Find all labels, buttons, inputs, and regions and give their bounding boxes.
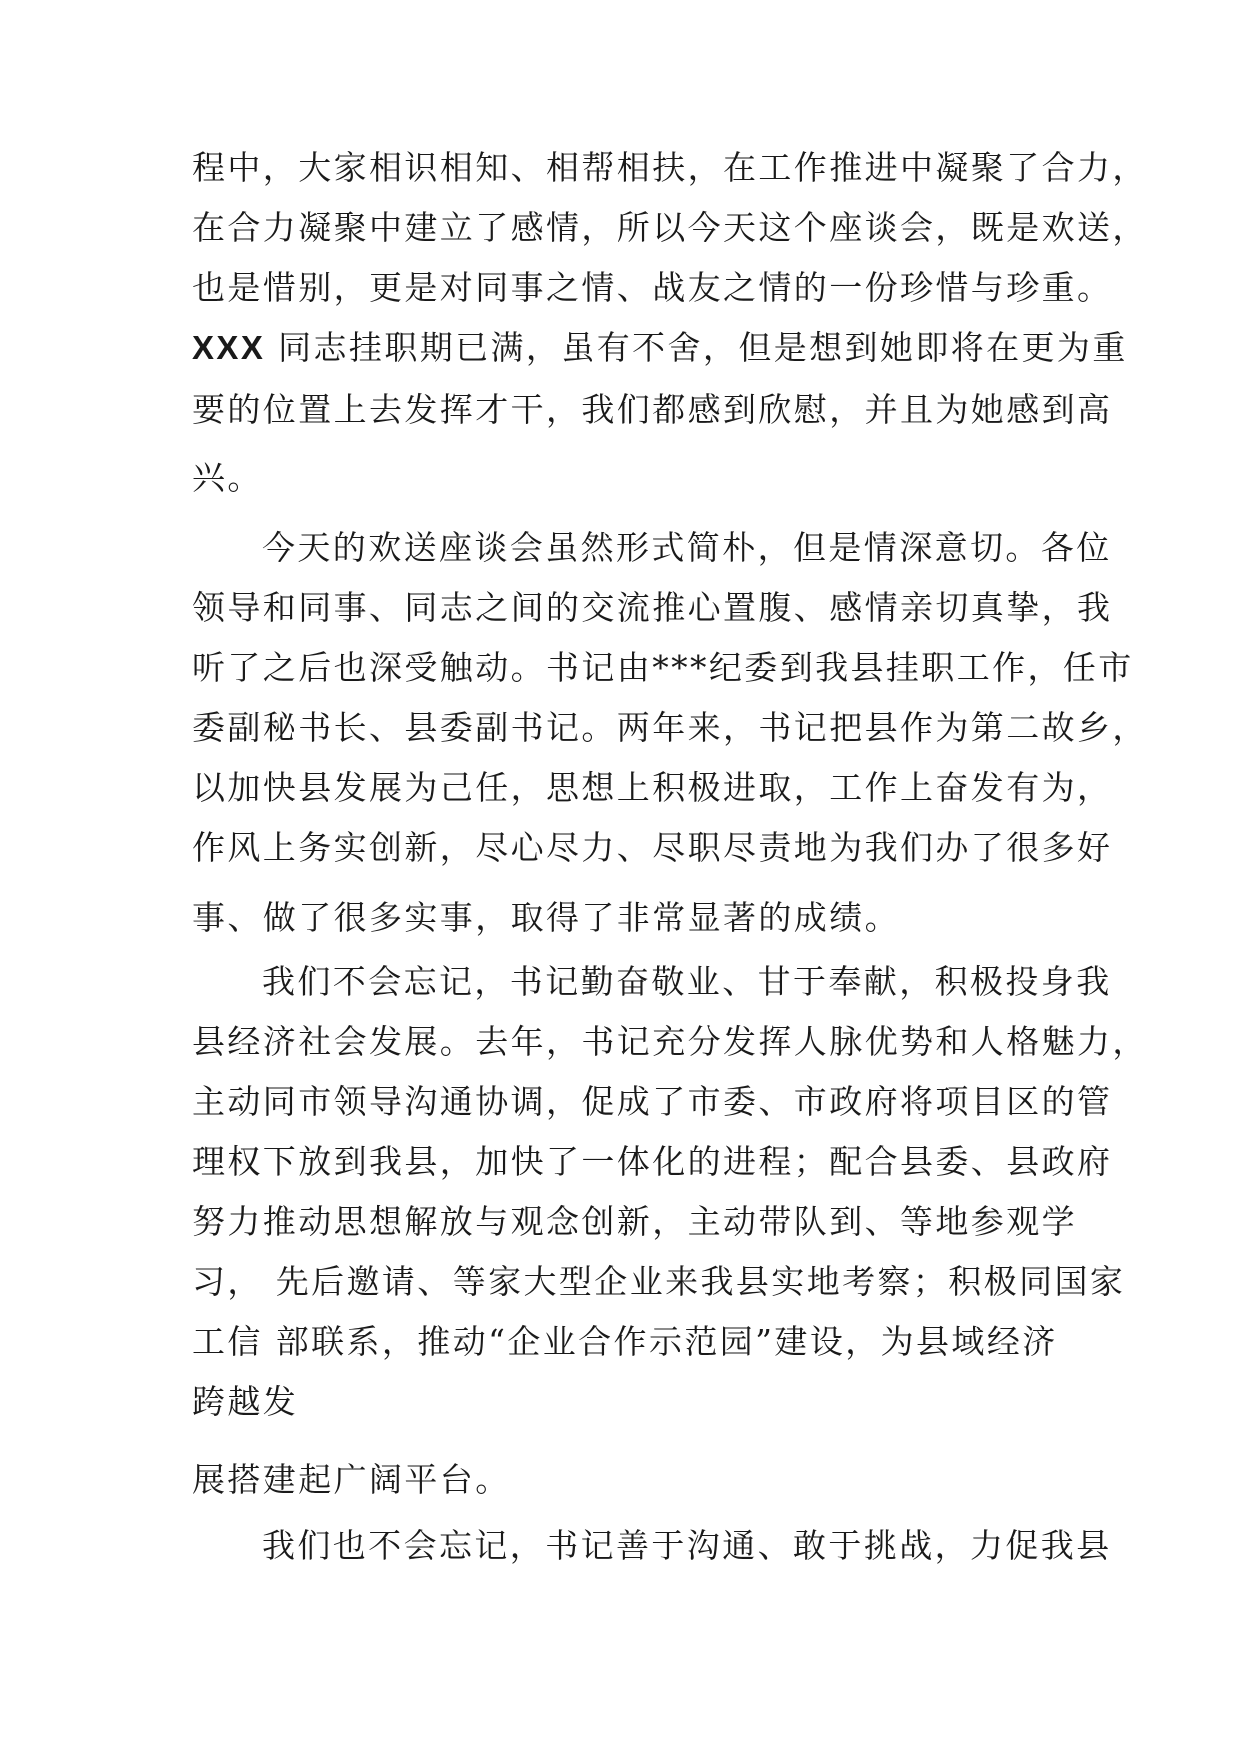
- text-line: 以加快县发展为己任，思想上积极进取，工作上奋发有为，: [192, 768, 1113, 807]
- text-line: 领导和同事、同志之间的交流推心置腹、感情亲切真挚，我: [192, 588, 1113, 627]
- text-line: 习， 先后邀请、等家大型企业来我县实地考察；积极同国家: [192, 1262, 1126, 1301]
- text-line: 跨越发: [192, 1382, 299, 1421]
- name-placeholder: XXX: [192, 329, 266, 366]
- paragraph-start-line: 今天的欢送座谈会虽然形式简朴，但是情深意切。各位: [262, 528, 1112, 567]
- paragraph-start-line: 我们不会忘记，书记勤奋敬业、甘于奉献，积极投身我: [262, 962, 1112, 1001]
- text-line: 工信 部联系，推动“企业合作示范园”建设，为县域经济: [192, 1322, 1058, 1361]
- text-line: 县经济社会发展。去年，书记充分发挥人脉优势和人格魅力，: [192, 1022, 1148, 1061]
- text-line: 努力推动思想解放与观念创新，主动带队到、等地参观学: [192, 1202, 1077, 1241]
- text-line: 委副秘书长、县委副书记。两年来，书记把县作为第二故乡，: [192, 708, 1148, 747]
- text-line: 程中，大家相识相知、相帮相扶，在工作推进中凝聚了合力，: [192, 148, 1148, 187]
- text-line: 展搭建起广阔平台。: [192, 1460, 511, 1499]
- text-line: 作风上务实创新，尽心尽力、尽职尽责地为我们办了很多好: [192, 828, 1113, 867]
- text-line: 主动同市领导沟通协调，促成了市委、市政府将项目区的管: [192, 1082, 1113, 1121]
- text-line: [192, 328, 1128, 368]
- text-line: 理权下放到我县，加快了一体化的进程；配合县委、县政府: [192, 1142, 1113, 1181]
- text-line: 兴。: [192, 458, 263, 497]
- text-line: 事、做了很多实事，取得了非常显著的成绩。: [192, 898, 900, 937]
- text-line-content: 同志挂职期已满，虽有不舍，但是想到她即将在更为重: [278, 328, 1128, 367]
- text-line: 在合力凝聚中建立了感情，所以今天这个座谈会，既是欢送，: [192, 208, 1148, 247]
- text-line: 听了之后也深受触动。书记由***纪委到我县挂职工作，任市: [192, 648, 1134, 687]
- text-line: 也是惜别，更是对同事之情、战友之情的一份珍惜与珍重。: [192, 268, 1113, 307]
- paragraph-start-line: 我们也不会忘记，书记善于沟通、敢于挑战，力促我县: [262, 1526, 1112, 1565]
- text-line: 要的位置上去发挥才干，我们都感到欣慰，并且为她感到高: [192, 390, 1113, 429]
